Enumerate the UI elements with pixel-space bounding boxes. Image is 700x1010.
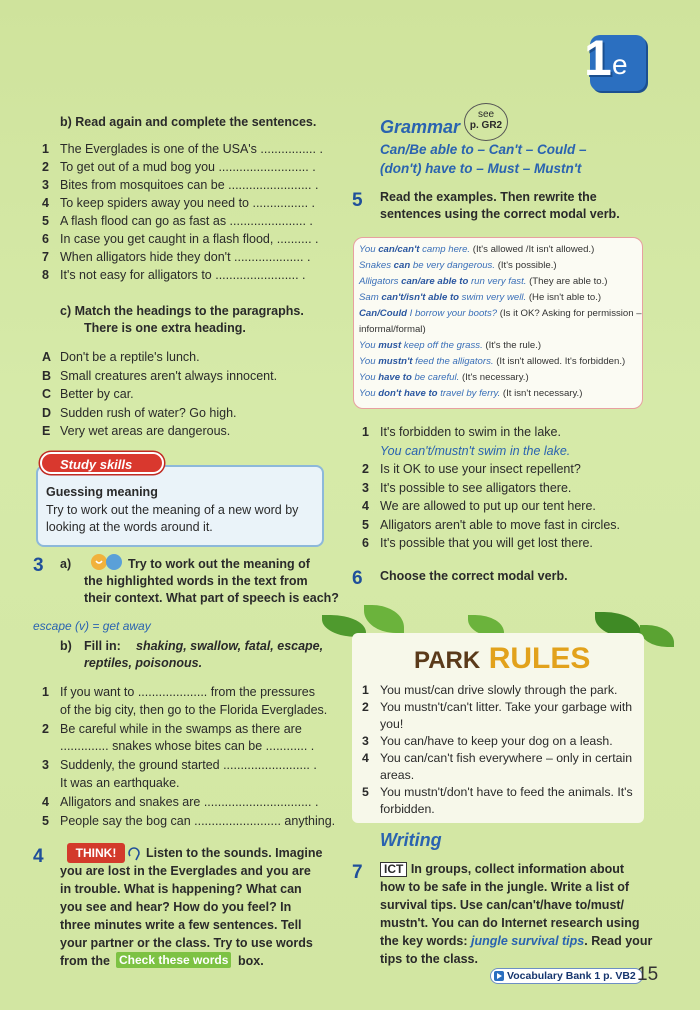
exercise-b-item-number: 7 — [42, 250, 49, 264]
modal-example-line — [359, 324, 426, 335]
study-skills-tag: Study skills — [40, 452, 164, 474]
exercise-b-item — [42, 159, 316, 175]
exercise-b-item-number: 3 — [42, 178, 49, 192]
exercise-3a-label: a) — [60, 557, 72, 571]
exercise-3a-line-3: their context. What part of speech is each? — [84, 591, 339, 605]
exercise-b-item-text: It's not easy for alligators to ........................ . — [60, 268, 306, 282]
exercise-c-item-number: C — [42, 387, 52, 401]
pair-work-icon — [90, 553, 124, 571]
park-rule-item-number: 5 — [362, 785, 369, 799]
fill-in-label: Fill in: — [84, 639, 121, 653]
exercise-5-item — [362, 535, 593, 551]
see-reference[interactable] — [464, 103, 508, 141]
park-word: PARK — [414, 647, 481, 674]
exercise-3b-item-continued: .............. snakes whose bites can be ............ . — [60, 739, 315, 753]
ict-tag: ICT — [380, 862, 407, 877]
exercise-3b-item-number: 2 — [42, 721, 49, 736]
exercise-7-number: 7 — [352, 862, 363, 883]
park-rules-title — [414, 642, 590, 676]
example-modal: Can/Could — [359, 308, 407, 319]
exercise-5-item-number: 6 — [362, 536, 369, 550]
see-label: see — [477, 109, 495, 120]
exercise-7-line-4: mustn't. You can do Internet research using — [380, 916, 640, 930]
example-subject: You — [359, 388, 379, 399]
example-subject: You — [359, 356, 379, 367]
fill-in-words-2: reptiles, poisonous. — [84, 656, 203, 670]
example-meaning: (Is it OK? Asking for permission – — [497, 308, 642, 319]
exercise-b-item-number: 6 — [42, 232, 49, 246]
example-subject: You — [359, 244, 379, 255]
exercise-b-item — [42, 213, 313, 229]
example-modal: mustn't — [378, 356, 413, 367]
example-subject: You — [359, 340, 379, 351]
park-rule-item-text: You must/can drive slowly through the park. — [380, 683, 618, 697]
exercise-c-item-number: E — [42, 424, 51, 438]
exercise-b-item — [42, 249, 310, 265]
modal-example-line — [359, 372, 529, 383]
jungle-leaf-decoration — [364, 605, 404, 633]
exercise-7-line-5 — [380, 934, 652, 948]
exercise-c-item-number: A — [42, 350, 52, 364]
modals-line-1: Can/Be able to – Can't – Could – — [380, 142, 587, 157]
exercise-b-item-text: A flash flood can go as fast as ...................... . — [60, 214, 313, 228]
exercise-c-item — [42, 423, 230, 439]
unit-number: 1 — [584, 30, 612, 86]
exercise-7-line-2: how to be safe in the jungle. Write a list of — [380, 880, 630, 894]
exercise-3b-item-number: 4 — [42, 794, 49, 809]
vocabulary-bank-link[interactable] — [490, 968, 643, 984]
park-rule-item-text: You can/have to keep your dog on a leash. — [380, 734, 613, 748]
exercise-5-item-text: It's possible to see alligators there. — [380, 480, 572, 495]
exercise-b-item-number: 8 — [42, 268, 49, 282]
exercise-3b-item-text: Be careful while in the swamps as there are — [60, 721, 302, 736]
park-rule-item-text: You mustn't/don't have to feed the animals. It's — [380, 785, 633, 799]
exercise-5-item-text: It's forbidden to swim in the lake. — [380, 425, 561, 439]
example-modal: don't have to — [378, 388, 438, 399]
study-skills-title: Guessing meaning — [46, 485, 158, 499]
exercise-5-item-text: We are allowed to put up our tent here. — [380, 499, 596, 513]
exercise-3b-item — [42, 757, 317, 773]
exercise-c-item — [42, 349, 200, 365]
exercise-5-line-2: sentences using the correct modal verb. — [380, 207, 620, 221]
exercise-3b-item-text: Alligators and snakes are ............................... . — [60, 794, 319, 809]
exercise-3-number: 3 — [33, 555, 44, 576]
example-rest: run very fast. — [468, 276, 527, 287]
exercise-5-item-number: 5 — [362, 517, 369, 532]
modal-example-line — [359, 292, 601, 303]
example-rest: swim very well. — [459, 292, 527, 303]
exercise-c-item-number: D — [42, 405, 52, 420]
exercise-b-item-text: To get out of a mud bog you .......................... . — [60, 160, 316, 174]
exercise-b-item-number: 1 — [42, 142, 49, 156]
exercise-7-line-3: survival tips. Use can/can't/have to/must/ — [380, 898, 625, 912]
example-modal: have to — [378, 372, 412, 383]
example-meaning: informal/formal) — [359, 324, 426, 335]
vocabulary-bank-label: Vocabulary Bank 1 p. VB2 — [507, 970, 636, 982]
park-rule-item-number: 2 — [362, 700, 369, 714]
exercise-5-item-number: 3 — [362, 480, 369, 495]
example-modal: can't/isn't able to — [381, 292, 459, 303]
exercise-3b-item — [42, 721, 302, 737]
example-meaning: (It's possible.) — [495, 260, 557, 271]
exercise-b-item-text: To keep spiders away you need to ................ . — [60, 196, 315, 210]
exercise-3b-item — [42, 684, 315, 700]
exercise-4-number: 4 — [33, 846, 44, 867]
park-rule-item-continued: areas. — [380, 768, 415, 782]
exercise-5-item-number: 2 — [362, 462, 369, 476]
exercise-7-line-1 — [380, 862, 624, 877]
exercise-5-item — [362, 461, 581, 477]
exercise-3b-label: b) — [60, 639, 72, 653]
exercise-b-item-text: The Everglades is one of the USA's ................ . — [60, 142, 323, 156]
exercise-5-item — [362, 443, 570, 459]
example-subject: Alligators — [359, 276, 402, 287]
example-modal: can — [393, 260, 411, 271]
exercise-b-item-text: Bites from mosquitoes can be ........................ . — [60, 178, 319, 192]
exercise-4-line: you are lost in the Everglades and you are — [60, 864, 311, 878]
exercise-4-line: your partner or the class. Try to use words — [60, 936, 313, 950]
exercise-7-text-1: In groups, collect information about — [410, 862, 625, 876]
exercise-b-item — [42, 231, 318, 247]
exercise-7-keywords: jungle survival tips — [471, 934, 585, 948]
modal-example-line — [359, 244, 594, 255]
exercise-b-item — [42, 195, 315, 211]
exercise-4-last-pre: from the — [60, 954, 110, 968]
exercise-c-item — [42, 368, 277, 384]
study-skills-text-1: Try to work out the meaning of a new word by — [46, 503, 299, 517]
study-skills-text-2: looking at the words around it. — [46, 520, 213, 534]
exercise-c-item — [42, 386, 134, 402]
exercise-b-item — [42, 267, 306, 283]
exercise-3b-item-text: People say the bog can ......................... anything. — [60, 813, 336, 828]
exercise-3b-item-number: 3 — [42, 758, 49, 772]
exercise-b-item — [42, 141, 323, 157]
example-rest: travel by ferry. — [437, 388, 501, 399]
example-rest: keep off the grass. — [401, 340, 483, 351]
example-modal: must — [378, 340, 402, 351]
example-meaning: (He isn't able to.) — [526, 292, 602, 303]
park-rule-item — [362, 784, 633, 800]
exercise-3b-item-number: 5 — [42, 813, 49, 828]
example-rest: I borrow your boots? — [406, 308, 498, 319]
park-rule-item-number: 1 — [362, 683, 369, 697]
modals-line-2: (don't) have to – Must – Mustn't — [380, 161, 582, 176]
writing-title: Writing — [380, 830, 442, 850]
exercise-5-item — [362, 498, 596, 514]
exercise-b-header: b) Read again and complete the sentences. — [60, 115, 317, 129]
example-rest: be careful. — [411, 372, 460, 383]
exercise-3b-item-number: 1 — [42, 685, 49, 699]
example-meaning: (It isn't necessary.) — [500, 388, 583, 399]
park-rule-item-text: You mustn't/can't litter. Take your garbage with — [380, 700, 633, 714]
example-meaning: (It's necessary.) — [459, 372, 529, 383]
exercise-c-item-text: Small creatures aren't always innocent. — [60, 368, 278, 383]
park-rule-item — [362, 733, 613, 749]
exercise-b-item-number: 2 — [42, 160, 49, 174]
exercise-c-item — [42, 405, 237, 421]
exercise-5-item-number: 1 — [362, 425, 369, 439]
exercise-b-item-number: 4 — [42, 196, 49, 210]
example-meaning: (It's allowed /It isn't allowed.) — [470, 244, 595, 255]
park-rule-item-continued: you! — [380, 717, 404, 731]
play-arrow-icon — [494, 971, 504, 984]
modal-example-line — [359, 356, 625, 367]
exercise-3b-item — [42, 813, 335, 829]
example-meaning: (It's the rule.) — [482, 340, 542, 351]
modal-example-line — [359, 340, 541, 351]
modal-example-line — [359, 260, 557, 271]
exercise-c-item-number: B — [42, 368, 52, 383]
park-rule-item-text: You can/can't fish everywhere – only in certain — [380, 751, 633, 765]
exercise-b-item-text: When alligators hide they don't .................... . — [60, 250, 311, 264]
exercise-b-item — [42, 177, 318, 193]
exercise-4-line: you see and hear? How do you feel? In — [60, 900, 292, 914]
example-modal: can/can't — [378, 244, 420, 255]
park-rule-item-number: 4 — [362, 751, 369, 765]
rules-word: RULES — [488, 642, 591, 675]
example-rest: be very dangerous. — [410, 260, 496, 271]
exercise-3b-item — [42, 794, 318, 810]
exercise-5-item-number: 4 — [362, 499, 369, 513]
exercise-c-item-text: Very wet areas are dangerous. — [60, 424, 231, 438]
unit-letter: e — [612, 49, 628, 80]
exercise-7-l5-post: . Read your — [584, 934, 653, 948]
park-rule-item-number: 3 — [362, 734, 369, 748]
example-subject: Sam — [359, 292, 382, 303]
exercise-6-text: Choose the correct modal verb. — [380, 569, 568, 583]
exercise-5-line-1: Read the examples. Then rewrite the — [380, 190, 597, 204]
exercise-3b-item-continued: of the big city, then go to the Florida Everglades. — [60, 702, 328, 717]
park-rule-item — [362, 699, 632, 715]
see-page-ref: p. GR2 — [469, 120, 503, 131]
exercise-3b-item-text: Suddenly, the ground started ......................... . — [60, 758, 317, 772]
exercise-5-number: 5 — [352, 190, 363, 211]
modal-example-line — [359, 388, 582, 399]
grammar-title: Grammar — [380, 117, 461, 137]
exercise-5-item-text: Alligators aren't able to move fast in circles. — [380, 517, 620, 532]
exercise-5-item-text: Is it OK to use your insect repellent? — [380, 462, 581, 476]
exercise-3a-line-1: Try to work out the meaning of — [128, 557, 310, 571]
exercise-3b-item-text: If you want to .................... from the pressures — [60, 685, 315, 699]
example-subject: You — [359, 372, 379, 383]
exercise-7-l5-pre: the key words: — [380, 934, 468, 948]
fill-in-words: shaking, swallow, fatal, escape, — [136, 639, 324, 653]
example-meaning: (They are able to.) — [526, 276, 608, 287]
exercise-5-item — [362, 517, 620, 533]
exercise-b-item-number: 5 — [42, 214, 49, 228]
think-badge: THINK! — [67, 843, 125, 863]
modal-example-line — [359, 308, 642, 319]
exercise-c-item-text: Don't be a reptile's lunch. — [60, 350, 200, 364]
exercise-4-line: in trouble. What is happening? What can — [60, 882, 302, 896]
example-modal: can/are able to — [401, 276, 469, 287]
unit-badge — [584, 30, 646, 91]
exercise-4-last-post: box. — [238, 954, 264, 968]
exercise-c-header-2: There is one extra heading. — [84, 321, 246, 335]
exercise-c-item-text: Sudden rush of water? Go high. — [60, 405, 237, 420]
exercise-5-item — [362, 424, 561, 440]
exercise-4-line: Listen to the sounds. Imagine — [146, 846, 323, 860]
jungle-leaf-decoration — [640, 625, 674, 647]
exercise-5-item-text: It's possible that you will get lost there. — [380, 536, 593, 550]
page-number: 15 — [637, 964, 659, 985]
example-rest: camp here. — [419, 244, 471, 255]
exercise-c-item-text: Better by car. — [60, 387, 134, 401]
exercise-5-item-text: You can't/mustn't swim in the lake. — [380, 443, 571, 458]
modal-example-line — [359, 276, 608, 287]
check-these-words-tag: Check these words — [116, 952, 231, 968]
exercise-3b-item-continued: It was an earthquake. — [60, 775, 180, 790]
exercise-3a-example: escape (v) = get away — [33, 619, 151, 633]
example-meaning: (It isn't allowed. It's forbidden.) — [493, 356, 626, 367]
exercise-4-line: three minutes write a few sentences. Tell — [60, 918, 302, 932]
exercise-3a-line-2: the highlighted words in the text from — [84, 574, 308, 588]
example-subject: Snakes — [359, 260, 394, 271]
modal-examples-box — [353, 237, 643, 409]
park-rule-item — [362, 682, 617, 698]
exercise-b-item-text: In case you get caught in a flash flood, .......... . — [60, 232, 319, 246]
park-rule-item-continued: forbidden. — [380, 802, 435, 816]
exercise-c-header: c) Match the headings to the paragraphs. — [60, 304, 304, 318]
exercise-5-item — [362, 480, 571, 496]
exercise-6-number: 6 — [352, 568, 363, 589]
park-rule-item — [362, 750, 632, 766]
example-rest: feed the alligators. — [412, 356, 494, 367]
exercise-7-line-6: tips to the class. — [380, 952, 478, 966]
